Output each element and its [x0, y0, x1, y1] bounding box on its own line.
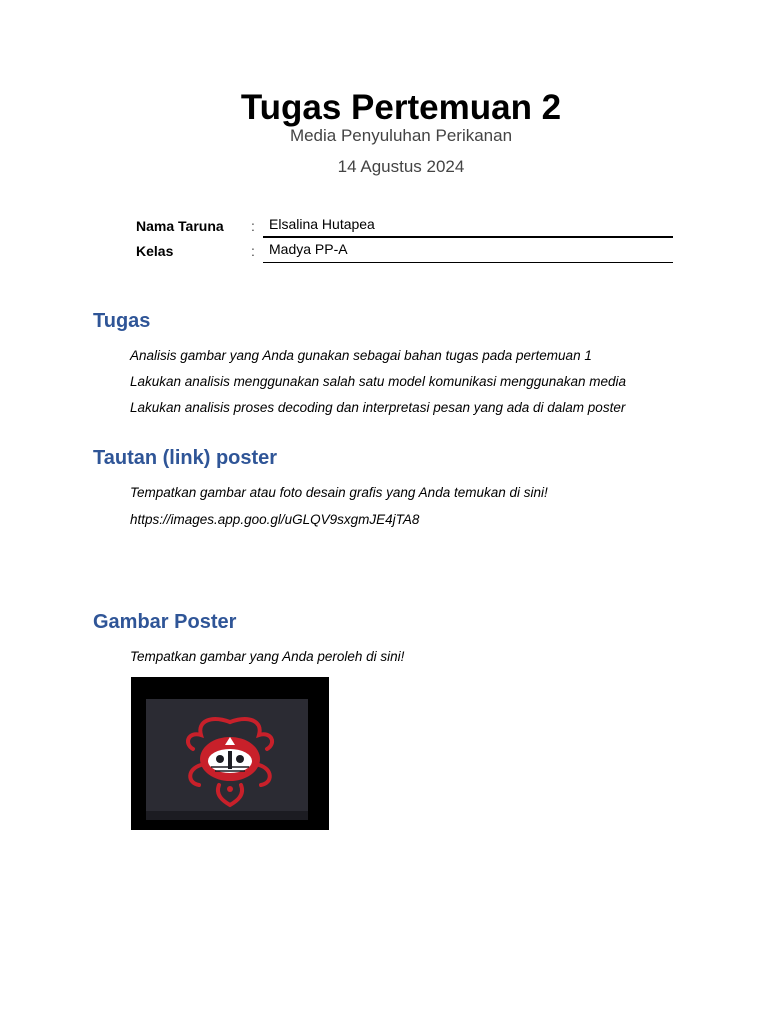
dayak-mask-ornament-icon [131, 677, 329, 830]
info-label-nama: Nama Taruna [136, 218, 224, 234]
document-title: Tugas Pertemuan 2 [240, 88, 562, 127]
poster-link[interactable]: https://images.app.goo.gl/uGLQV9sxgmJE4jTA8 [130, 512, 420, 527]
document-date: 14 Agustus 2024 [337, 157, 465, 176]
document-subtitle: Media Penyuluhan Perikanan [289, 126, 513, 145]
tugas-item-2: Lakukan analisis menggunakan salah satu model komunikasi menggunakan media [130, 374, 627, 389]
gambar-instruction: Tempatkan gambar yang Anda peroleh di sini! [130, 649, 405, 664]
info-row-kelas [136, 243, 673, 267]
info-colon: : [251, 218, 255, 234]
tugas-item-3: Lakukan analisis proses decoding dan interpretasi pesan yang ada di dalam poster [130, 400, 626, 415]
info-label-kelas: Kelas [136, 243, 174, 259]
info-colon: : [251, 243, 255, 259]
section-heading-tugas: Tugas [93, 310, 151, 332]
section-heading-tautan: Tautan (link) poster [93, 447, 278, 469]
tautan-instruction: Tempatkan gambar atau foto desain grafis yang Anda temukan di sini! [130, 485, 548, 500]
info-value-nama[interactable]: Elsalina Hutapea [263, 216, 673, 238]
poster-image [131, 677, 329, 830]
info-row-nama [136, 218, 673, 242]
tugas-item-1: Analisis gambar yang Anda gunakan sebagai bahan tugas pada pertemuan 1 [130, 348, 592, 363]
info-value-kelas[interactable]: Madya PP-A [263, 241, 673, 263]
section-heading-gambar: Gambar Poster [93, 611, 237, 633]
